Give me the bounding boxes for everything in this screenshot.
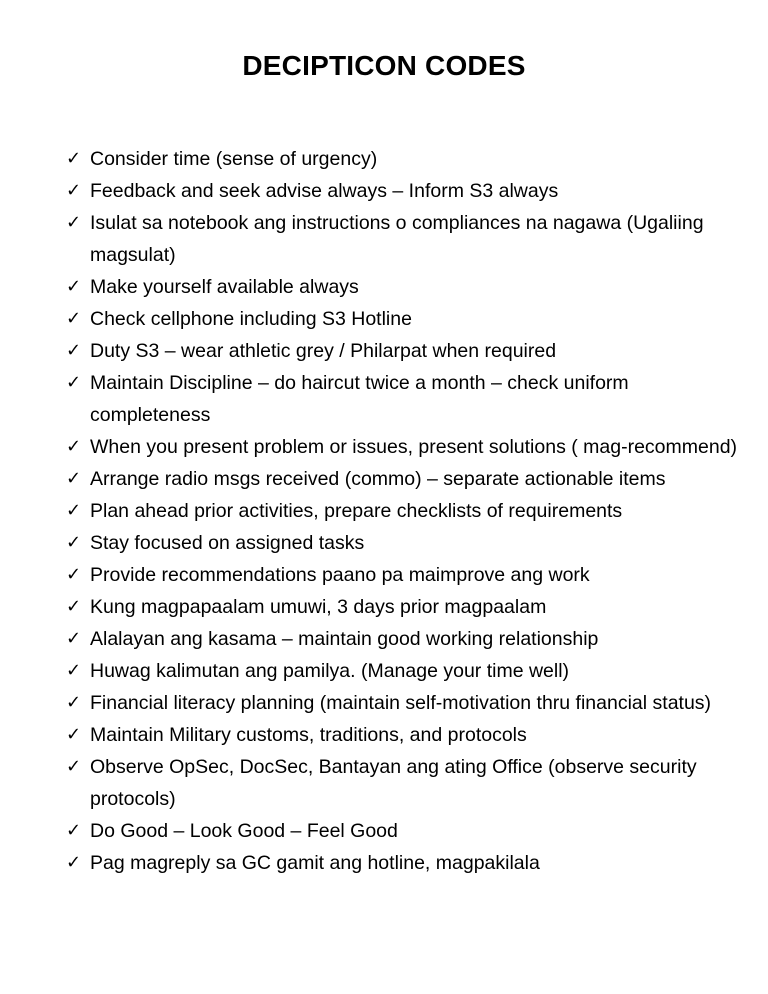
- list-item-text: Kung magpapaalam umuwi, 3 days prior magpaalam: [90, 596, 547, 618]
- checkmark-icon: ✓: [66, 820, 82, 841]
- list-item: [66, 335, 746, 367]
- list-item: [66, 559, 746, 591]
- checkmark-icon: ✓: [66, 436, 82, 457]
- list-item: [66, 367, 746, 431]
- list-item-text: Isulat sa notebook ang instructions o compliances na nagawa (Ugaliing magsulat): [90, 212, 704, 266]
- list-item: [66, 623, 746, 655]
- list-item: [66, 719, 746, 751]
- list-item: [66, 175, 746, 207]
- list-item-text: When you present problem or issues, present solutions ( mag-recommend): [90, 436, 738, 458]
- list-item: [66, 527, 746, 559]
- list-item-text: Plan ahead prior activities, prepare checklists of requirements: [90, 500, 623, 522]
- checkmark-icon: ✓: [66, 660, 82, 681]
- checkmark-icon: ✓: [66, 468, 82, 489]
- checkmark-icon: ✓: [66, 596, 82, 617]
- list-item: [66, 207, 746, 271]
- checkmark-icon: ✓: [66, 372, 82, 393]
- list-item: [66, 143, 746, 175]
- list-item: [66, 463, 746, 495]
- checkmark-icon: ✓: [66, 628, 82, 649]
- list-item: [66, 847, 746, 879]
- list-item: [66, 655, 746, 687]
- list-item-text: Financial literacy planning (maintain self-motivation thru financial status): [90, 692, 712, 714]
- list-item: [66, 303, 746, 335]
- checkmark-icon: ✓: [66, 340, 82, 361]
- list-item-text: Huwag kalimutan ang pamilya. (Manage your time well): [90, 660, 570, 682]
- list-item-text: Stay focused on assigned tasks: [90, 532, 365, 554]
- list-item: [66, 687, 746, 719]
- list-item-text: Feedback and seek advise always – Inform S3 always: [90, 180, 559, 202]
- list-item-text: Observe OpSec, DocSec, Bantayan ang ating Office (observe security protocols): [90, 756, 697, 810]
- list-item: [66, 271, 746, 303]
- codes-checklist: [66, 143, 746, 879]
- list-item-text: Maintain Discipline – do haircut twice a month – check uniform completeness: [90, 372, 629, 426]
- checkmark-icon: ✓: [66, 852, 82, 873]
- checkmark-icon: ✓: [66, 308, 82, 329]
- list-item-text: Check cellphone including S3 Hotline: [90, 308, 412, 330]
- list-item-text: Make yourself available always: [90, 276, 359, 298]
- document-title: DECIPTICON CODES: [242, 50, 526, 81]
- list-item-text: Do Good – Look Good – Feel Good: [90, 820, 398, 842]
- checkmark-icon: ✓: [66, 564, 82, 585]
- list-item-text: Provide recommendations paano pa maimprove ang work: [90, 564, 590, 586]
- list-item: [66, 431, 746, 463]
- list-item-text: Pag magreply sa GC gamit ang hotline, magpakilala: [90, 852, 540, 874]
- list-item: [66, 591, 746, 623]
- list-item-text: Consider time (sense of urgency): [90, 148, 378, 170]
- list-item-text: Arrange radio msgs received (commo) – separate actionable items: [90, 468, 666, 490]
- checkmark-icon: ✓: [66, 532, 82, 553]
- list-item: [66, 815, 746, 847]
- checkmark-icon: ✓: [66, 756, 82, 777]
- checkmark-icon: ✓: [66, 692, 82, 713]
- list-item: [66, 751, 746, 815]
- checkmark-icon: ✓: [66, 148, 82, 169]
- checkmark-icon: ✓: [66, 500, 82, 521]
- list-item-text: Duty S3 – wear athletic grey / Philarpat when required: [90, 340, 557, 362]
- list-item: [66, 495, 746, 527]
- checkmark-icon: ✓: [66, 180, 82, 201]
- checkmark-icon: ✓: [66, 276, 82, 297]
- checkmark-icon: ✓: [66, 212, 82, 233]
- list-item-text: Maintain Military customs, traditions, and protocols: [90, 724, 527, 746]
- list-item-text: Alalayan ang kasama – maintain good working relationship: [90, 628, 599, 650]
- checkmark-icon: ✓: [66, 724, 82, 745]
